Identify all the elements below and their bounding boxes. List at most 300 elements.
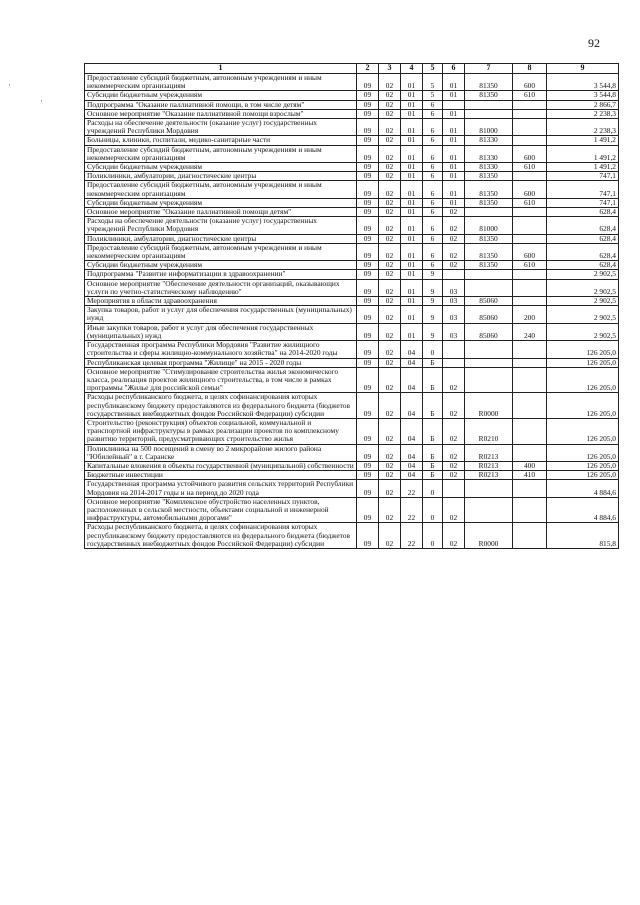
row-code-cell (443, 100, 465, 109)
row-code-cell: 01 (401, 217, 423, 234)
table-row (85, 306, 619, 323)
row-code-cell: 02 (379, 91, 401, 100)
row-amount-cell: 4 884,6 (547, 480, 619, 497)
row-code-cell: 01 (401, 261, 423, 270)
row-code-cell: 85060 (465, 323, 513, 340)
row-code-cell: 6 (423, 145, 443, 162)
row-code-cell: 02 (379, 181, 401, 198)
row-code-cell: Б (423, 461, 443, 470)
row-code-cell: 410 (513, 471, 547, 480)
row-code-cell: 81000 (465, 119, 513, 136)
row-amount-cell: 1 491,2 (547, 145, 619, 162)
row-amount-cell: 2 238,3 (547, 109, 619, 118)
row-code-cell (513, 480, 547, 497)
column-header-4: 4 (401, 64, 423, 74)
row-code-cell: 6 (423, 181, 443, 198)
row-code-cell: 04 (401, 393, 423, 419)
row-code-cell (513, 119, 547, 136)
row-code-cell: 04 (401, 367, 423, 393)
row-code-cell: 09 (357, 198, 379, 207)
row-name-cell: Основное мероприятие "Обеспечение деятельности организаций, оказывающих услуги по учетно-статистическому наблюдению" (85, 279, 357, 296)
row-code-cell: 01 (401, 91, 423, 100)
row-code-cell: 09 (357, 323, 379, 340)
row-code-cell: 600 (513, 145, 547, 162)
row-code-cell: 02 (379, 145, 401, 162)
row-amount-cell: 628,4 (547, 261, 619, 270)
row-name-cell: Предоставление субсидий бюджетным, автономным учреждениям и иным некоммерческим организациям (85, 181, 357, 198)
row-code-cell: 6 (423, 208, 443, 217)
row-code-cell: 6 (423, 109, 443, 118)
row-amount-cell: 4 884,6 (547, 497, 619, 523)
table-row (85, 270, 619, 279)
row-code-cell: 400 (513, 461, 547, 470)
row-code-cell: 02 (379, 234, 401, 243)
row-code-cell (513, 172, 547, 181)
row-code-cell: 01 (401, 198, 423, 207)
table-row (85, 341, 619, 358)
row-code-cell: 01 (401, 100, 423, 109)
row-code-cell: 02 (379, 497, 401, 523)
row-code-cell (513, 418, 547, 444)
row-code-cell (513, 136, 547, 145)
row-amount-cell: 2 866,7 (547, 100, 619, 109)
row-amount-cell: 126 205,0 (547, 358, 619, 367)
row-code-cell: 09 (357, 74, 379, 91)
table-row (85, 217, 619, 234)
row-code-cell: 01 (443, 109, 465, 118)
row-code-cell (513, 109, 547, 118)
table-row (85, 444, 619, 461)
row-code-cell (513, 358, 547, 367)
column-header-7: 7 (465, 64, 513, 74)
table-row (85, 418, 619, 444)
row-code-cell: Б (423, 367, 443, 393)
row-code-cell: 09 (357, 270, 379, 279)
row-code-cell: 01 (401, 172, 423, 181)
table-row (85, 523, 619, 549)
row-code-cell: R0213 (465, 471, 513, 480)
row-code-cell: 02 (379, 323, 401, 340)
row-code-cell: 09 (357, 136, 379, 145)
row-amount-cell: 2 902,5 (547, 323, 619, 340)
row-amount-cell: 2 902,5 (547, 306, 619, 323)
row-code-cell: 02 (379, 279, 401, 296)
row-code-cell (513, 367, 547, 393)
column-header-6: 6 (443, 64, 465, 74)
table-row (85, 461, 619, 470)
row-code-cell: 0 (423, 341, 443, 358)
row-code-cell: R0000 (465, 523, 513, 549)
row-amount-cell: 628,4 (547, 243, 619, 260)
column-header-3: 3 (379, 64, 401, 74)
row-code-cell: 09 (357, 234, 379, 243)
table-row (85, 358, 619, 367)
row-code-cell: Б (423, 393, 443, 419)
row-code-cell: 600 (513, 243, 547, 260)
row-code-cell: 9 (423, 297, 443, 306)
row-code-cell: 02 (379, 367, 401, 393)
row-code-cell: 5 (423, 74, 443, 91)
row-name-cell: Государственная программа Республики Мордовия "Развитие жилищного строительства и сферы жилищно-коммунального хозяйства" на 2014-2020 годы (85, 341, 357, 358)
row-code-cell: 03 (443, 297, 465, 306)
row-code-cell: Б (423, 471, 443, 480)
scan-speck: · (8, 80, 11, 90)
row-code-cell (465, 358, 513, 367)
table-row (85, 393, 619, 419)
row-name-cell: Иные закупки товаров, работ и услуг для обеспечения государственных (муниципальных) нужд (85, 323, 357, 340)
row-code-cell: 01 (401, 279, 423, 296)
row-name-cell: Больницы, клиники, госпитали, медико-санитарные части (85, 136, 357, 145)
row-name-cell: Субсидии бюджетным учреждениям (85, 261, 357, 270)
row-code-cell: 81350 (465, 234, 513, 243)
row-code-cell: 04 (401, 358, 423, 367)
table-row (85, 497, 619, 523)
row-code-cell: 04 (401, 418, 423, 444)
row-code-cell: 09 (357, 145, 379, 162)
row-code-cell: 01 (443, 145, 465, 162)
table-row (85, 181, 619, 198)
row-name-cell: Субсидии бюджетным учреждениям (85, 91, 357, 100)
row-code-cell (465, 341, 513, 358)
row-code-cell: 09 (357, 393, 379, 419)
row-code-cell: 01 (401, 181, 423, 198)
row-code-cell: 6 (423, 243, 443, 260)
row-code-cell: 01 (401, 163, 423, 172)
column-header-9: 9 (547, 64, 619, 74)
row-code-cell: 85060 (465, 297, 513, 306)
row-code-cell: 01 (401, 234, 423, 243)
row-code-cell: 09 (357, 358, 379, 367)
row-code-cell: 09 (357, 91, 379, 100)
row-code-cell: 02 (443, 461, 465, 470)
row-code-cell: 02 (379, 393, 401, 419)
row-code-cell: 02 (443, 234, 465, 243)
row-name-cell: Расходы на обеспечение деятельности (оказание услуг) государственных учреждений Республики Мордовия (85, 119, 357, 136)
row-code-cell (513, 234, 547, 243)
row-code-cell: 81350 (465, 261, 513, 270)
row-code-cell: 02 (443, 471, 465, 480)
row-code-cell: 02 (379, 358, 401, 367)
row-code-cell: 09 (357, 367, 379, 393)
table-row (85, 480, 619, 497)
row-code-cell: 02 (379, 306, 401, 323)
row-code-cell: Б (423, 418, 443, 444)
row-code-cell: 22 (401, 523, 423, 549)
row-code-cell: 22 (401, 480, 423, 497)
row-code-cell: 02 (379, 136, 401, 145)
row-code-cell: 09 (357, 181, 379, 198)
row-code-cell: Б (423, 358, 443, 367)
row-name-cell: Подпрограмма "Оказание паллиативной помощи, в том числе детям" (85, 100, 357, 109)
row-code-cell (513, 279, 547, 296)
row-code-cell: 09 (357, 418, 379, 444)
row-amount-cell: 126 205,0 (547, 471, 619, 480)
row-name-cell: Предоставление субсидий бюджетным, автономным учреждениям и иным некоммерческим организациям (85, 243, 357, 260)
row-amount-cell: 126 205,0 (547, 444, 619, 461)
row-code-cell: R0210 (465, 418, 513, 444)
row-name-cell: Поликлиника на 500 посещений в смену во 2 микрорайоне жилого района "Юбилейный" в г. Саранске (85, 444, 357, 461)
row-code-cell: 81000 (465, 217, 513, 234)
row-code-cell: 81350 (465, 91, 513, 100)
table-row (85, 136, 619, 145)
row-code-cell: 22 (401, 497, 423, 523)
row-name-cell: Расходы республиканского бюджета, в целях софинансирования которых республиканскому бюджету предоставляются из федерального бюджета (бюджетов государственных внебюджетных фондов Российской Федерации) субсидии (85, 523, 357, 549)
table-row (85, 119, 619, 136)
row-code-cell: 09 (357, 523, 379, 549)
row-code-cell (513, 497, 547, 523)
row-code-cell: 5 (423, 91, 443, 100)
row-code-cell (443, 270, 465, 279)
row-amount-cell: 126 205,0 (547, 341, 619, 358)
row-amount-cell: 1 491,2 (547, 136, 619, 145)
row-code-cell: 9 (423, 323, 443, 340)
row-code-cell (513, 297, 547, 306)
row-code-cell: 02 (443, 208, 465, 217)
row-amount-cell: 628,4 (547, 217, 619, 234)
row-code-cell: 6 (423, 136, 443, 145)
row-name-cell: Субсидии бюджетным учреждениям (85, 198, 357, 207)
row-code-cell: 02 (379, 74, 401, 91)
row-name-cell: Основное мероприятие "Комплексное обустройство населенных пунктов, расположенных в сельской местности, объектами социальной и инженерной инфраструктуры, автомобильными дорогами" (85, 497, 357, 523)
row-code-cell (465, 279, 513, 296)
row-code-cell: 02 (443, 444, 465, 461)
row-code-cell: 240 (513, 323, 547, 340)
row-code-cell (443, 341, 465, 358)
row-code-cell: 04 (401, 461, 423, 470)
row-code-cell: 01 (401, 323, 423, 340)
table-row (85, 100, 619, 109)
row-code-cell (465, 109, 513, 118)
row-code-cell: 02 (443, 523, 465, 549)
row-code-cell: 02 (379, 119, 401, 136)
table-row (85, 243, 619, 260)
row-code-cell: 01 (443, 163, 465, 172)
row-code-cell (513, 523, 547, 549)
row-amount-cell: 1 491,2 (547, 163, 619, 172)
row-code-cell: 04 (401, 341, 423, 358)
row-code-cell: 09 (357, 208, 379, 217)
row-code-cell: 09 (357, 471, 379, 480)
row-amount-cell: 126 205,0 (547, 393, 619, 419)
row-amount-cell: 3 544,8 (547, 91, 619, 100)
row-name-cell: Основное мероприятие "Оказание паллиативной помощи взрослым" (85, 109, 357, 118)
row-code-cell: 09 (357, 100, 379, 109)
row-code-cell: 9 (423, 279, 443, 296)
row-code-cell: 600 (513, 74, 547, 91)
row-code-cell: 01 (443, 136, 465, 145)
row-code-cell (513, 208, 547, 217)
row-name-cell: Предоставление субсидий бюджетным, автономным учреждениям и иным некоммерческим организациям (85, 145, 357, 162)
row-code-cell: 81350 (465, 243, 513, 260)
row-amount-cell: 747,1 (547, 172, 619, 181)
row-code-cell: 02 (443, 243, 465, 260)
row-code-cell: 01 (401, 243, 423, 260)
row-code-cell: 200 (513, 306, 547, 323)
row-code-cell: 09 (357, 341, 379, 358)
row-code-cell: 81350 (465, 172, 513, 181)
row-code-cell: 02 (379, 163, 401, 172)
row-code-cell: 01 (443, 181, 465, 198)
row-code-cell (513, 270, 547, 279)
row-code-cell: 03 (443, 279, 465, 296)
row-code-cell: 0 (423, 480, 443, 497)
row-name-cell: Расходы на обеспечение деятельности (оказание услуг) государственных учреждений Республики Мордовия (85, 217, 357, 234)
row-amount-cell: 815,8 (547, 523, 619, 549)
row-code-cell: 610 (513, 91, 547, 100)
row-code-cell: Б (423, 444, 443, 461)
row-code-cell: 02 (443, 418, 465, 444)
table-row (85, 367, 619, 393)
scan-speck: · (40, 96, 43, 106)
table-row (85, 91, 619, 100)
row-code-cell: 02 (379, 217, 401, 234)
row-code-cell: 02 (379, 270, 401, 279)
row-code-cell: 9 (423, 306, 443, 323)
row-code-cell (465, 100, 513, 109)
row-code-cell: 01 (401, 306, 423, 323)
row-code-cell: 01 (401, 109, 423, 118)
row-code-cell: 9 (423, 270, 443, 279)
row-name-cell: Поликлиники, амбулатории, диагностические центры (85, 234, 357, 243)
row-amount-cell: 747,1 (547, 198, 619, 207)
row-code-cell: 02 (379, 243, 401, 260)
row-amount-cell: 126 205,0 (547, 418, 619, 444)
row-code-cell (513, 100, 547, 109)
row-code-cell: 02 (379, 461, 401, 470)
row-code-cell: 01 (443, 198, 465, 207)
row-code-cell: 81330 (465, 136, 513, 145)
row-code-cell: 01 (401, 119, 423, 136)
row-amount-cell: 2 238,3 (547, 119, 619, 136)
table-row (85, 74, 619, 91)
row-code-cell (465, 270, 513, 279)
column-header-8: 8 (513, 64, 547, 74)
page-number: 92 (588, 36, 600, 50)
row-code-cell: 610 (513, 261, 547, 270)
row-name-cell: Расходы республиканского бюджета, в целях софинансирования которых республиканскому бюджету предоставляются из федерального бюджета (бюджетов государственных внебюджетных фондов Российской Федерации) субсидии (85, 393, 357, 419)
row-code-cell: 01 (401, 297, 423, 306)
row-code-cell: 85060 (465, 306, 513, 323)
row-name-cell: Мероприятия в области здравоохранения (85, 297, 357, 306)
row-code-cell: 6 (423, 217, 443, 234)
row-code-cell: 09 (357, 119, 379, 136)
row-code-cell: 02 (379, 172, 401, 181)
row-amount-cell: 2 902,5 (547, 270, 619, 279)
row-code-cell: 81350 (465, 198, 513, 207)
row-code-cell (443, 480, 465, 497)
row-code-cell: 09 (357, 163, 379, 172)
row-code-cell: 01 (443, 91, 465, 100)
table-header-row (85, 64, 619, 74)
row-code-cell (513, 393, 547, 419)
row-code-cell (465, 367, 513, 393)
row-name-cell: Республиканская целевая программа "Жилище" на 2015 - 2020 годы (85, 358, 357, 367)
row-code-cell: 02 (379, 471, 401, 480)
row-code-cell: 02 (379, 198, 401, 207)
row-code-cell: 01 (401, 208, 423, 217)
row-code-cell: 0 (423, 497, 443, 523)
row-name-cell: Предоставление субсидий бюджетным, автономным учреждениям и иным некоммерческим организациям (85, 74, 357, 91)
row-code-cell: 09 (357, 497, 379, 523)
row-code-cell: 01 (443, 172, 465, 181)
row-code-cell: 02 (379, 341, 401, 358)
row-name-cell: Основное мероприятие "Стимулирование строительства жилья экономического класса, реализация проектов жилищного строительства, в том числе в рамках программы "Жилье для российской семьи" (85, 367, 357, 393)
row-code-cell: 02 (379, 480, 401, 497)
row-code-cell: 6 (423, 198, 443, 207)
table-row (85, 145, 619, 162)
row-code-cell: 02 (379, 109, 401, 118)
row-code-cell: 04 (401, 471, 423, 480)
row-name-cell: Закупка товаров, работ и услуг для обеспечения государственных (муниципальных) нужд (85, 306, 357, 323)
row-code-cell: 02 (443, 261, 465, 270)
row-code-cell: 04 (401, 444, 423, 461)
row-code-cell: 02 (379, 208, 401, 217)
row-code-cell: 09 (357, 261, 379, 270)
row-code-cell: 81350 (465, 181, 513, 198)
row-name-cell: Субсидии бюджетным учреждениям (85, 163, 357, 172)
row-code-cell: 81330 (465, 163, 513, 172)
row-code-cell: 81330 (465, 145, 513, 162)
row-code-cell (465, 480, 513, 497)
row-code-cell: 610 (513, 198, 547, 207)
row-amount-cell: 126 205,0 (547, 461, 619, 470)
row-code-cell: 81350 (465, 74, 513, 91)
row-amount-cell: 2 902,5 (547, 279, 619, 296)
row-code-cell: 01 (401, 145, 423, 162)
row-code-cell: 02 (379, 523, 401, 549)
row-name-cell: Строительство (реконструкция) объектов социальной, коммунальной и транспортной инфраструктуры в рамках реализации проектов по комплексному развитию территорий, предусматривающих строительство жилья (85, 418, 357, 444)
row-code-cell: 02 (379, 261, 401, 270)
row-code-cell: 02 (379, 297, 401, 306)
table-row (85, 234, 619, 243)
row-amount-cell: 2 902,5 (547, 297, 619, 306)
row-code-cell: 6 (423, 261, 443, 270)
row-code-cell: 01 (401, 74, 423, 91)
row-code-cell: 09 (357, 279, 379, 296)
row-code-cell: 09 (357, 109, 379, 118)
row-code-cell: 6 (423, 163, 443, 172)
column-header-1: 1 (85, 64, 357, 74)
row-amount-cell: 628,4 (547, 234, 619, 243)
row-code-cell: 09 (357, 243, 379, 260)
row-code-cell: 02 (443, 217, 465, 234)
row-name-cell: Основное мероприятие "Оказание паллиативной помощи детям" (85, 208, 357, 217)
row-code-cell: 09 (357, 306, 379, 323)
row-code-cell: 600 (513, 181, 547, 198)
row-code-cell: 02 (443, 393, 465, 419)
row-code-cell: 09 (357, 444, 379, 461)
row-code-cell: 01 (401, 136, 423, 145)
row-code-cell: 02 (379, 418, 401, 444)
row-code-cell: 01 (443, 119, 465, 136)
row-code-cell: 6 (423, 234, 443, 243)
row-name-cell: Государственная программа устойчивого развития сельских территорий Республики Мордовия на 2014-2017 годы и на период до 2020 года (85, 480, 357, 497)
row-name-cell: Подпрограмма "Развитие информатизации в здравоохранении" (85, 270, 357, 279)
row-code-cell (443, 358, 465, 367)
row-code-cell: 09 (357, 480, 379, 497)
row-amount-cell: 3 544,8 (547, 74, 619, 91)
row-code-cell (513, 217, 547, 234)
row-code-cell: R0213 (465, 461, 513, 470)
row-code-cell: R0213 (465, 444, 513, 461)
row-code-cell: 01 (443, 74, 465, 91)
row-name-cell: Поликлиники, амбулатории, диагностические центры (85, 172, 357, 181)
table-body (85, 74, 619, 549)
column-header-2: 2 (357, 64, 379, 74)
table-row (85, 323, 619, 340)
row-code-cell (465, 208, 513, 217)
row-code-cell: 09 (357, 461, 379, 470)
